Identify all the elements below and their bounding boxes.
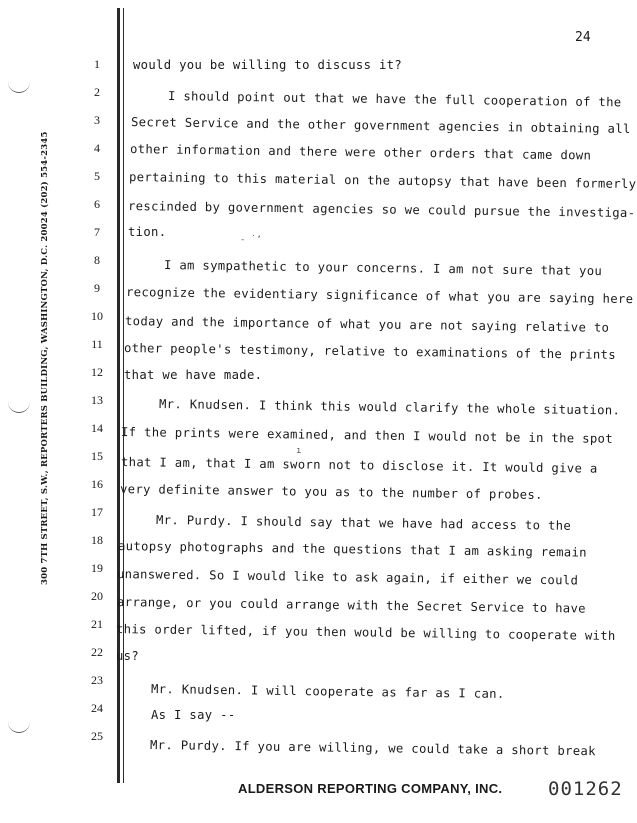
punch-hole-mark bbox=[8, 722, 30, 733]
transcript-line: Mr. Purdy. I should say that we have had access to the bbox=[155, 513, 572, 533]
footer-company-name: ALDERSON REPORTING COMPANY, INC. bbox=[238, 781, 503, 796]
line-number: 10 bbox=[91, 309, 103, 323]
transcript-line: I should point out that we have the full cooperation of the bbox=[167, 89, 622, 110]
transcript-line: this order lifted, if you then would be willing to cooperate with bbox=[115, 622, 616, 643]
line-number: 7 bbox=[94, 225, 100, 239]
transcript-line: would you be willing to discuss it? bbox=[133, 58, 403, 72]
line-number: 17 bbox=[91, 505, 103, 519]
line-number: 9 bbox=[94, 281, 100, 295]
transcript-line: As I say -- bbox=[151, 708, 236, 722]
line-number: 1 bbox=[94, 57, 100, 71]
line-number: 22 bbox=[91, 645, 103, 659]
line-number: 6 bbox=[94, 197, 100, 211]
transcript-line: Mr. Knudsen. I think this would clarify the whole situation. bbox=[158, 397, 621, 418]
transcript-line: autopsy photographs and the questions that I am asking remain bbox=[117, 539, 587, 560]
line-number: 4 bbox=[94, 141, 100, 155]
line-number: 11 bbox=[91, 337, 103, 351]
transcript-line: I am sympathetic to your concerns. I am not sure that you bbox=[163, 258, 603, 279]
line-number: 3 bbox=[94, 113, 100, 127]
transcript-line: that we have made. bbox=[124, 368, 263, 382]
page-number: 24 bbox=[575, 30, 591, 45]
line-number: 21 bbox=[91, 617, 103, 631]
margin-rule-right bbox=[123, 8, 124, 783]
line-number: 14 bbox=[91, 421, 103, 435]
transcript-line: unanswered. So I would like to ask again, if either we could bbox=[116, 567, 579, 588]
transcript-line: tion. bbox=[128, 225, 167, 239]
line-number: 19 bbox=[91, 561, 103, 575]
transcript-line: Mr. Knudsen. I will cooperate as far as I can. bbox=[150, 682, 505, 701]
line-number: 16 bbox=[91, 477, 103, 491]
line-number: 13 bbox=[91, 393, 103, 407]
transcript-line: recognize the evidentiary significance of what you are saying here bbox=[125, 285, 634, 307]
transcript-line: very definite answer to you as to the number of probes. bbox=[119, 482, 543, 502]
stray-mark: ı bbox=[296, 446, 302, 456]
transcript-line: Mr. Purdy. If you are willing, we could take a short break bbox=[149, 738, 596, 759]
line-number: 25 bbox=[91, 729, 103, 743]
line-number: 23 bbox=[91, 673, 103, 687]
line-number: 8 bbox=[94, 253, 100, 267]
transcript-line: us? bbox=[116, 649, 140, 663]
punch-hole-mark bbox=[8, 402, 30, 413]
transcript-line: If the prints were examined, and then I would not be in the spot bbox=[120, 425, 614, 446]
side-address: 300 7TH STREET, S.W., REPORTERS BUILDING, WASHINGTON, D.C. 20024 (202) 554-2345 bbox=[40, 131, 50, 585]
bates-number: 001262 bbox=[548, 778, 623, 800]
line-number: 18 bbox=[91, 533, 103, 547]
transcript-line: arrange, or you could arrange with the Secret Service to have bbox=[116, 595, 586, 616]
line-number: 12 bbox=[91, 365, 103, 379]
transcript-line: today and the importance of what you are not saying relative to bbox=[124, 314, 610, 335]
line-number: 20 bbox=[91, 589, 103, 603]
line-number: 2 bbox=[94, 85, 100, 99]
transcript-line: that I am, that I am sworn not to disclose it. It would give a bbox=[120, 455, 598, 476]
line-number: 24 bbox=[91, 701, 103, 715]
punch-hole-mark bbox=[8, 82, 30, 93]
transcript-line: rescinded by government agencies so we could pursue the investiga- bbox=[127, 199, 636, 221]
line-number: 15 bbox=[91, 449, 103, 463]
transcript-line: other information and there were other orders that came down bbox=[129, 142, 592, 163]
margin-rule-left bbox=[117, 8, 120, 783]
transcript-line: pertaining to this material on the autopsy that have been formerly bbox=[128, 170, 637, 192]
transcript-line: other people's testimony, relative to examinations of the prints bbox=[123, 341, 617, 362]
transcript-line: Secret Service and the other government agencies in obtaining all bbox=[130, 115, 631, 136]
line-number: 5 bbox=[94, 169, 100, 183]
stray-mark: - ˙ʼ bbox=[240, 235, 262, 245]
